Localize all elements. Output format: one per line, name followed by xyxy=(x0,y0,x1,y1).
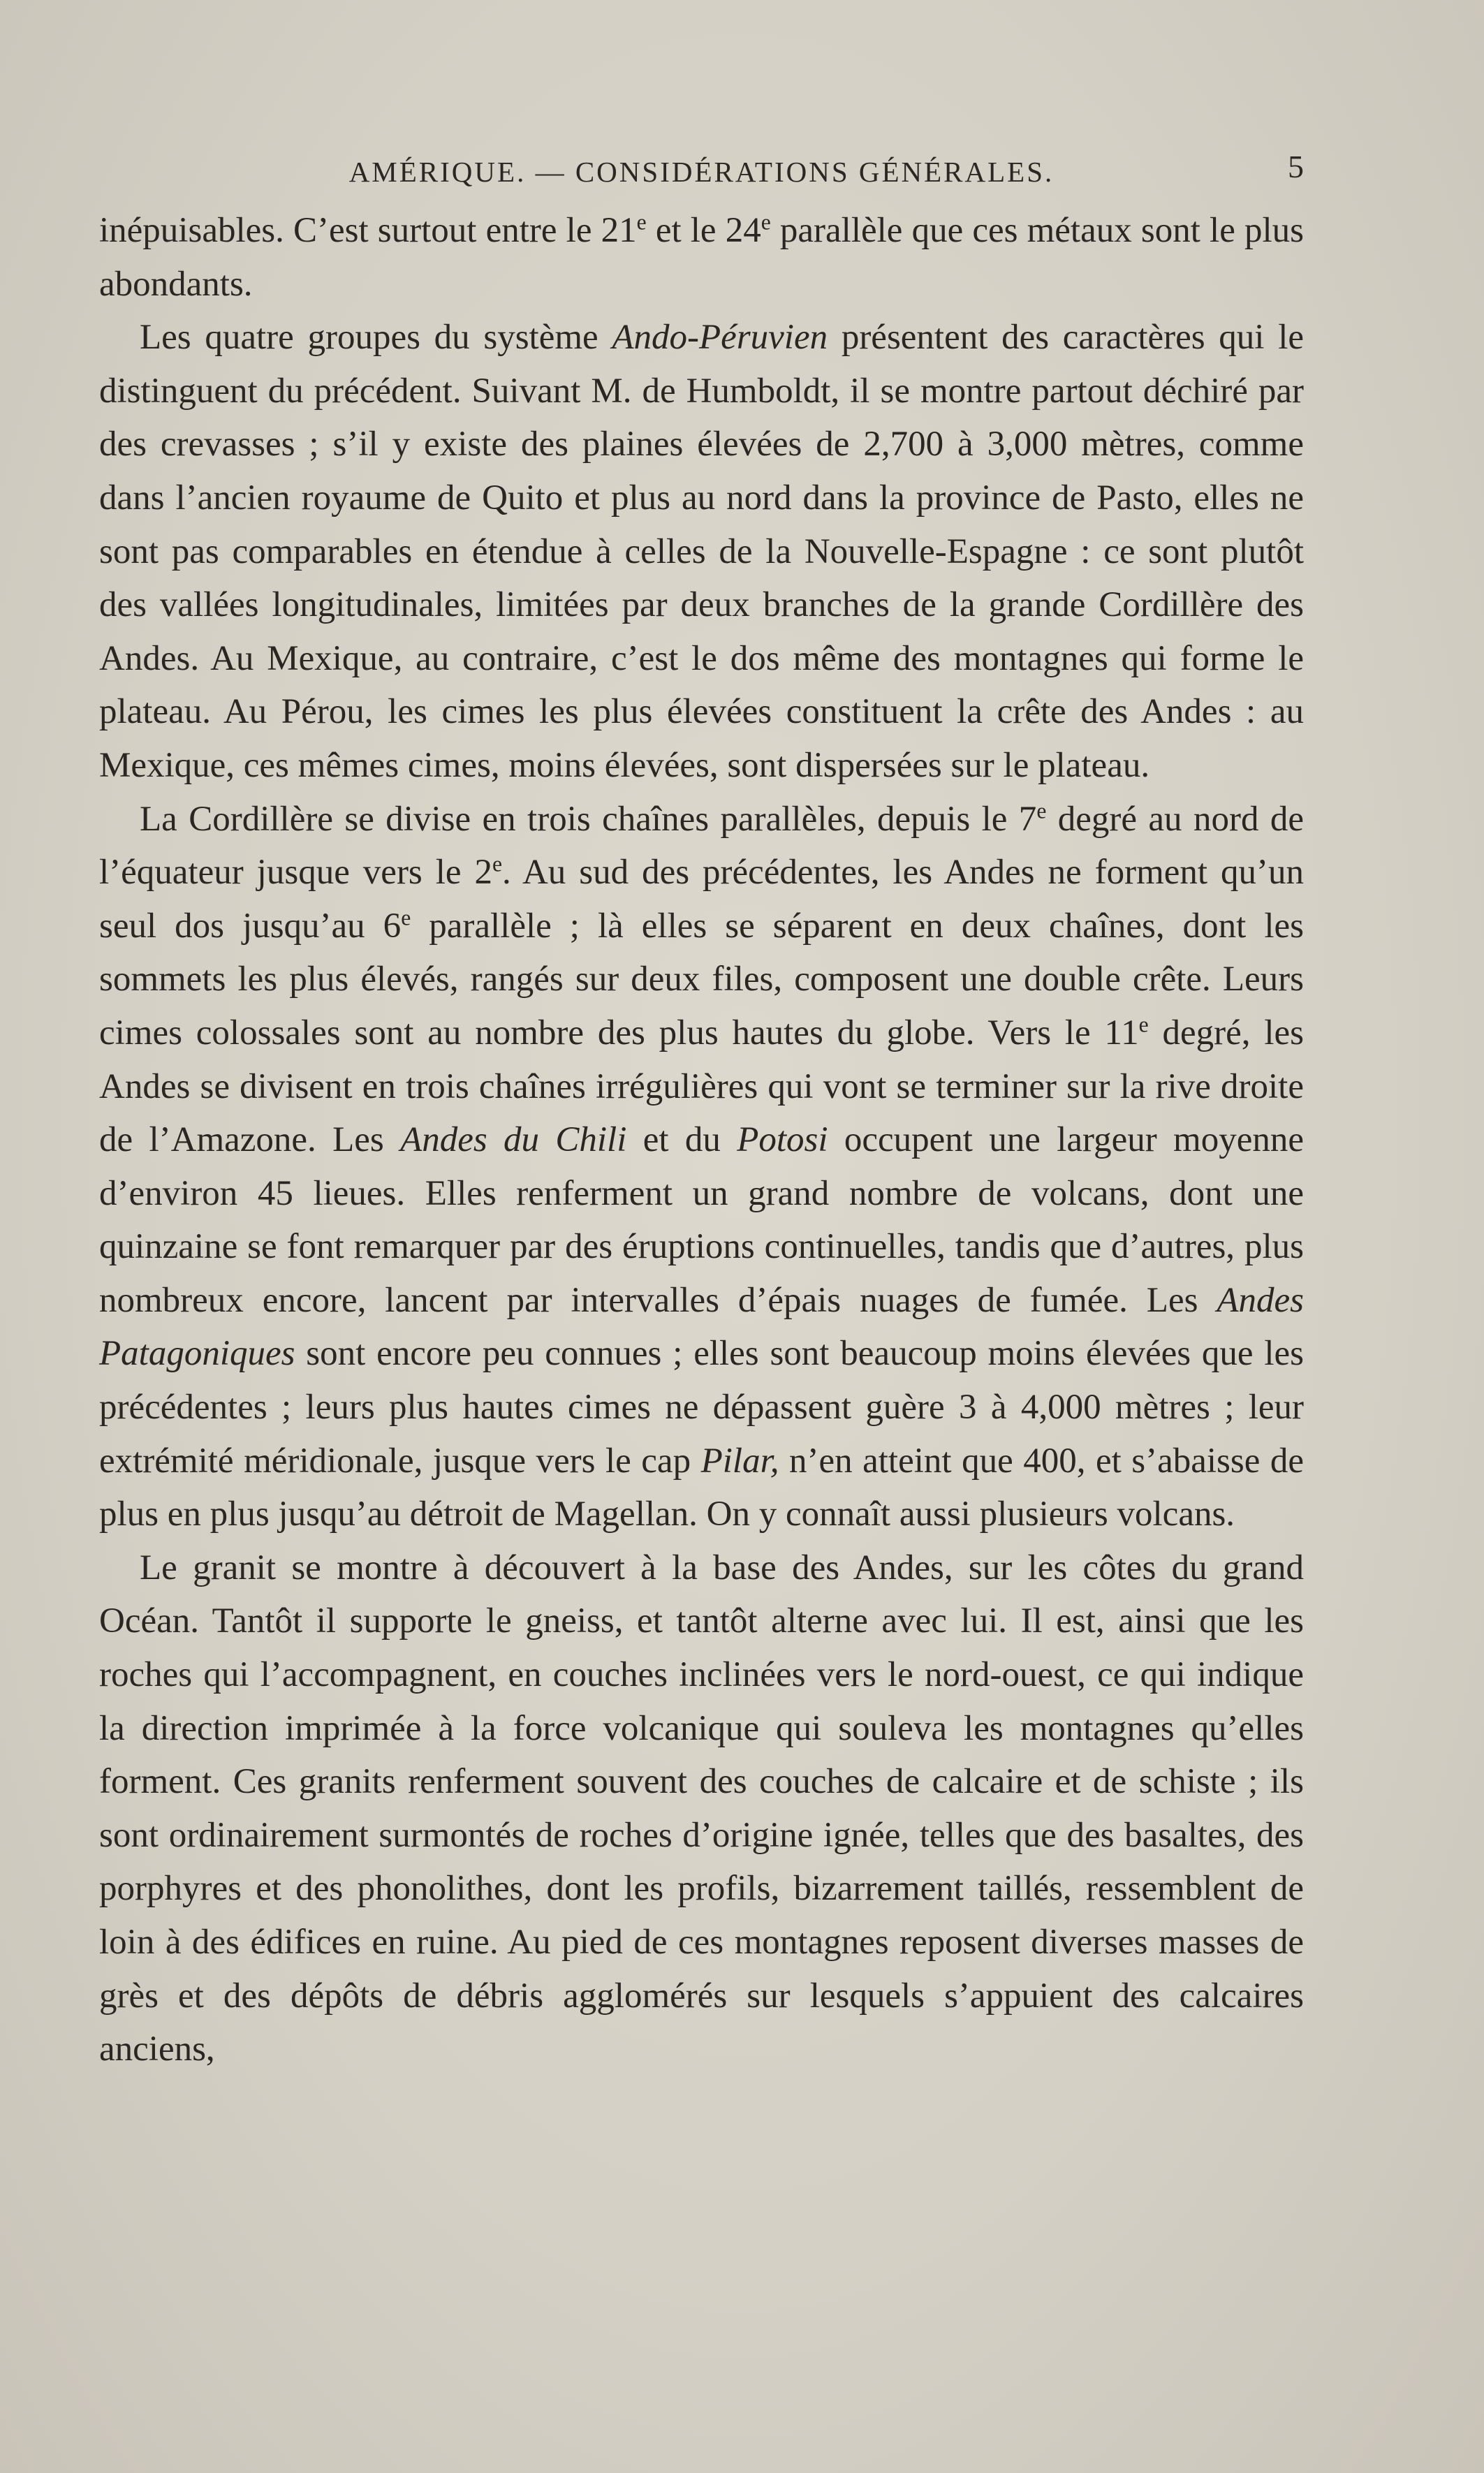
text-run: degré, les Andes se divisent en trois chaînes irrégulières qui vont se terminer sur la rive droite de l’Amazone. Les xyxy=(99,1013,1304,1160)
superscript: e xyxy=(636,210,647,235)
body-text xyxy=(99,204,1304,2076)
text-run: présentent des caractères qui le distinguent du précédent. Suivant M. de Humboldt, il se montre partout déchiré par des crevasses ; s’il y existe des plaines élevées de 2,700 à 3,000 mètres, comme dans l’ancien royaume de Quito et plus au nord dans la province de Pasto, elles ne sont pas comparables en étendue à celles de la Nouvelle-Espagne : ce sont plutôt des vallées longitudinales, limitées par deux branches de la grande Cordillère des Andes. Au Mexique, au contraire, c’est le dos même des montagnes qui forme le plateau. Au Pérou, les cimes les plus élevées constituent la crête des Andes : au Mexique, ces mêmes cimes, moins élevées, sont dispersées sur le plateau. xyxy=(99,318,1304,785)
paragraph-1 xyxy=(99,204,1304,311)
text-run: La Cordillère se divise en trois chaînes parallèles, depuis le 7 xyxy=(140,799,1037,839)
text-run: et du xyxy=(626,1120,737,1160)
text-run: et le 24 xyxy=(646,211,761,250)
paragraph-4 xyxy=(99,1541,1304,2076)
italic-term: Potosi xyxy=(737,1120,828,1160)
italic-term: Pilar, xyxy=(700,1441,779,1481)
italic-term: Andes du Chili xyxy=(400,1120,627,1160)
paragraph-2 xyxy=(99,311,1304,792)
text-run: Les quatre groupes du système xyxy=(140,318,612,358)
text-run: inépuisables. C’est surtout entre le 21 xyxy=(99,211,637,250)
text-run: Le granit se montre à découvert à la base des Andes, sur les côtes du grand Océan. Tantôt il supporte le gneiss, et tantôt alterne avec lui. Il est, ainsi que les roches qui l’accompagnent, en couches inclinées vers le nord-ouest, ce qui indique la direction imprimée à la force volcanique qui souleva les montagnes qu’elles forment. Ces granits renferment souvent des couches de calcaire et de schiste ; ils sont ordinairement surmontés de roches d’origine ignée, telles que des basaltes, des porphyres et des phonolithes, dont les profils, bizarrement taillés, ressemblent de loin à des édifices en ruine. Au pied de ces montagnes reposent diverses masses de grès et des dépôts de débris agglomérés sur lesquels s’appuient des calcaires anciens, xyxy=(99,1548,1304,2069)
superscript: e xyxy=(1138,1012,1149,1037)
text-run: parallèle que ces métaux sont le plus abondants. xyxy=(99,211,1304,304)
superscript: e xyxy=(761,210,771,235)
text-run: sont encore peu connues ; elles sont beaucoup moins élevées que les précédentes ; leurs plus hautes cimes ne dépassent guère 3 à 4,000 mètres ; leur extrémité méridionale, jusque vers le cap xyxy=(99,1334,1304,1481)
running-title: AMÉRIQUE. — CONSIDÉRATIONS GÉNÉRALES. xyxy=(348,156,1055,188)
running-head xyxy=(99,149,1304,197)
superscript: e xyxy=(1036,798,1047,823)
superscript: e xyxy=(492,851,503,876)
italic-term: Ando-Péruvien xyxy=(612,318,828,358)
paragraph-3 xyxy=(99,793,1304,1541)
text-run: degré au nord de l’équateur jusque vers le 2 xyxy=(99,799,1305,893)
text-run: . Au sud des précédentes, les Andes ne forment qu’un seul dos jusqu’au 6 xyxy=(99,853,1304,946)
italic-term: Andes Patagoniques xyxy=(99,1280,1304,1374)
text-run: parallèle ; là elles se séparent en deux chaînes, dont les sommets les plus élevés, rangés sur deux files, composent une double crête. Leurs cimes colossales sont au nombre des plus hautes du globe. Vers le 11 xyxy=(99,906,1304,1052)
text-run: n’en atteint que 400, et s’abaisse de plus en plus jusqu’au détroit de Magellan. On y connaît aussi plusieurs volcans. xyxy=(99,1441,1304,1534)
page-number: 5 xyxy=(1288,149,1304,184)
superscript: e xyxy=(401,905,411,930)
text-run: occupent une largeur moyenne d’environ 45 lieues. Elles renferment un grand nombre de volcans, dont une quinzaine se font remarquer par des éruptions continuelles, tandis que d’autres, plus nombreux encore, lancent par intervalles d’épais nuages de fumée. Les xyxy=(99,1120,1304,1320)
